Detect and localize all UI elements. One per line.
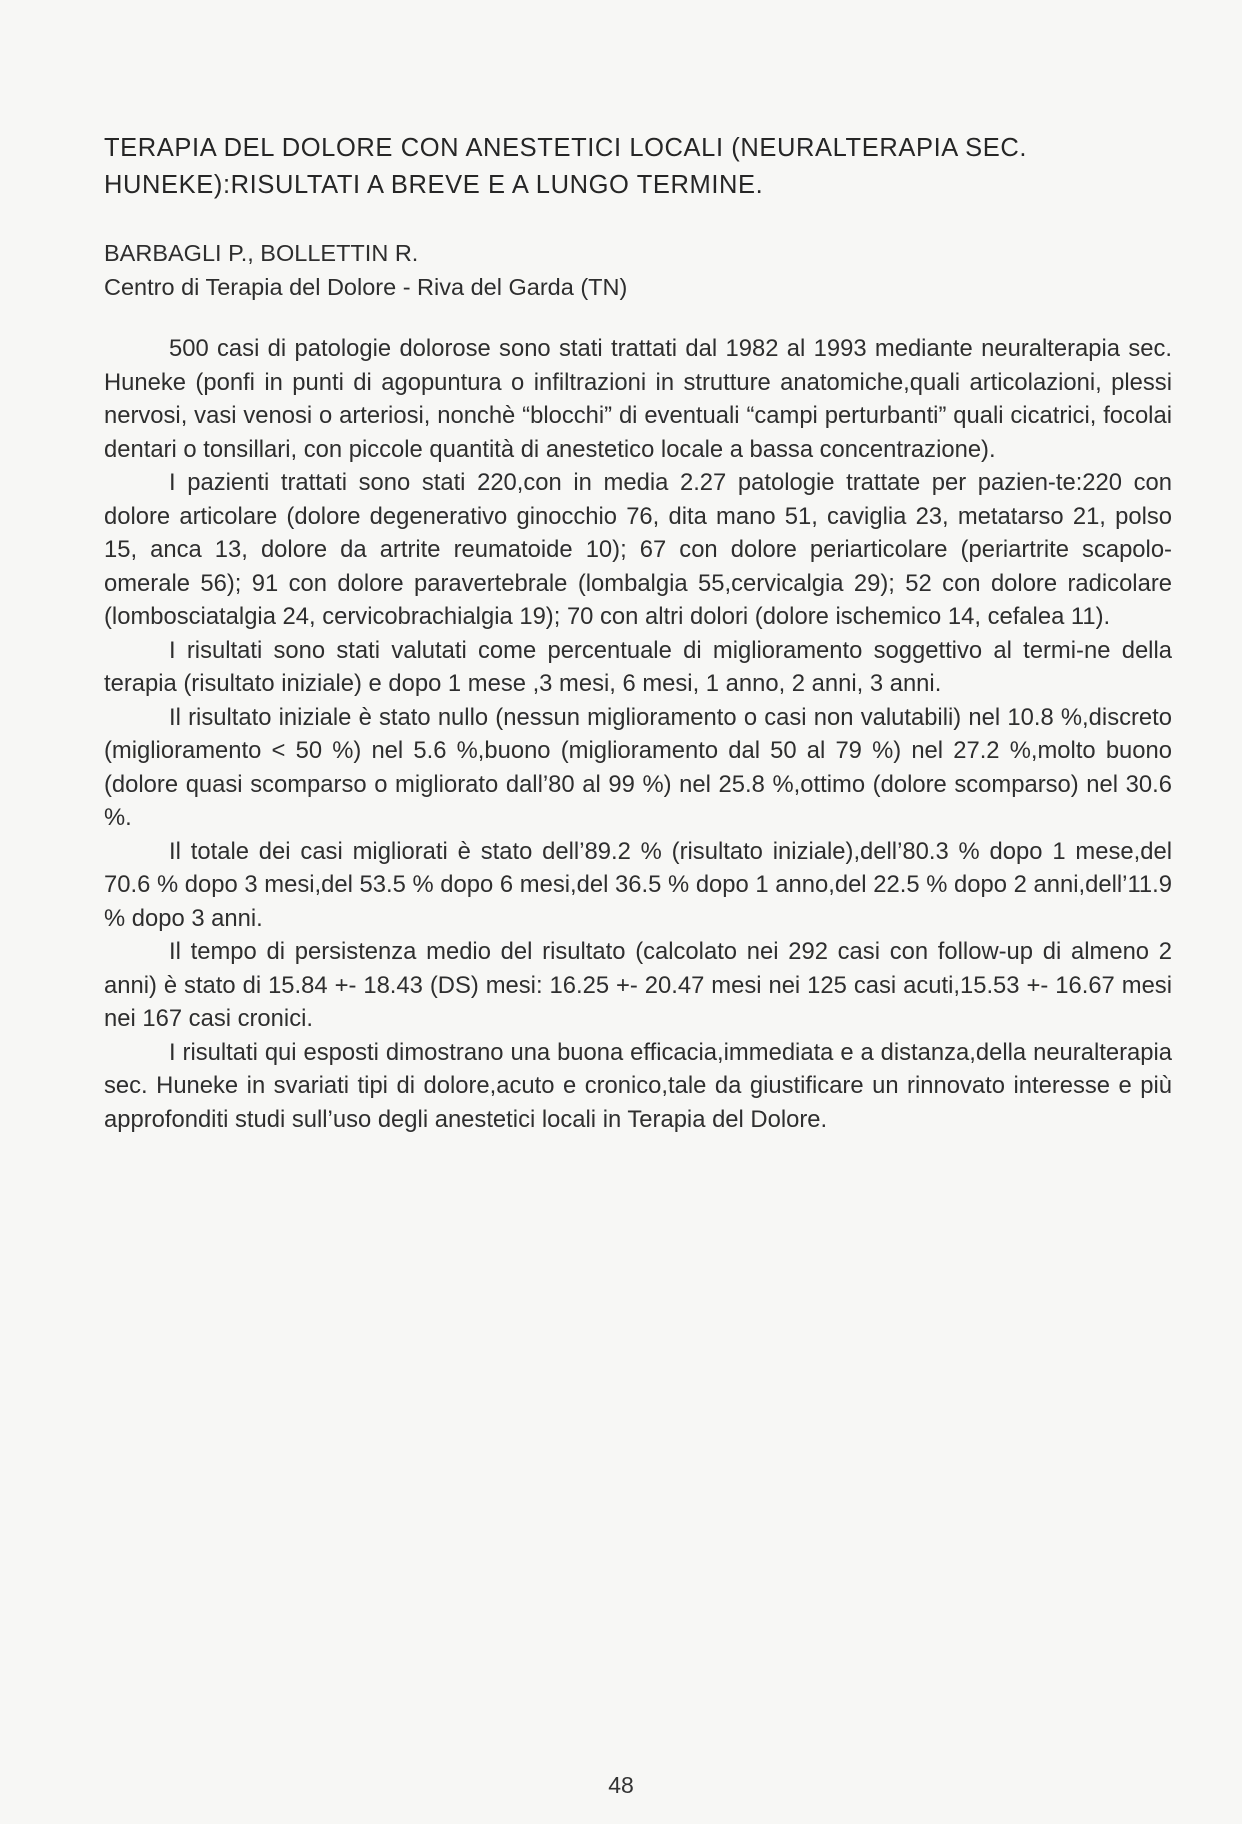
paragraph: I pazienti trattati sono stati 220,con in media 2.27 patologie trattate per pazien-te:220 con dolore articolare (dolore degenerativo ginocchio 76, dita mano 51, caviglia 23, metatarso 21, polso 15, anca 13, dolore da artrite reumatoide 10); 67 con dolore periarticolare (periartrite scapolo-omerale 56); 91 con dolore paravertebrale (lombalgia 55,cervicalgia 29); 52 con dolore radicolare (lombosciatalgia 24, cervicobrachialgia 19); 70 con altri dolori (dolore ischemico 14, cefalea 11). bbox=[104, 469, 1172, 630]
paragraph: I risultati qui esposti dimostrano una buona efficacia,immediata e a distanza,della neuralterapia sec. Huneke in svariati tipi di dolore,acuto e cronico,tale da giustificare un rinnovato interesse e più approfonditi studi sull’uso degli anestetici locali in Terapia del Dolore. bbox=[104, 1038, 1172, 1133]
author-block bbox=[104, 236, 627, 304]
article-title bbox=[104, 130, 1184, 204]
paragraph: 500 casi di patologie dolorose sono stati trattati dal 1982 al 1993 mediante neuralterapia sec. Huneke (ponfi in punti di agopuntura o infiltrazioni in strutture anatomiche,quali articolazioni, plessi nervosi, vasi venosi o arteriosi, nonchè “blocchi” di eventuali “campi perturbanti” quali cicatrici, focolai dentari o tonsillari, con piccole quantità di anestetico locale a bassa concentrazione). bbox=[104, 335, 1172, 463]
page-number: 48 bbox=[608, 1772, 634, 1798]
affiliation: Centro di Terapia del Dolore - Riva del Garda (TN) bbox=[104, 274, 628, 300]
abstract-body bbox=[104, 332, 1172, 1136]
article-title-line-2: HUNEKE):RISULTATI A BREVE E A LUNGO TERMINE. bbox=[104, 171, 764, 199]
paragraph: I risultati sono stati valutati come percentuale di miglioramento soggettivo al termi-ne della terapia (risultato iniziale) e dopo 1 mese ,3 mesi, 6 mesi, 1 anno, 2 anni, 3 anni. bbox=[104, 636, 1172, 697]
paragraph: Il tempo di persistenza medio del risultato (calcolato nei 292 casi con follow-up di almeno 2 anni) è stato di 15.84 +- 18.43 (DS) mesi: 16.25 +- 20.47 mesi nei 125 casi acuti,15.53 +- 16.67 mesi nei 167 casi cronici. bbox=[104, 938, 1172, 1032]
article-title-line-1: TERAPIA DEL DOLORE CON ANESTETICI LOCALI (NEURALTERAPIA SEC. bbox=[104, 134, 1028, 162]
authors: BARBAGLI P., BOLLETTIN R. bbox=[104, 240, 419, 266]
paragraph: Il risultato iniziale è stato nullo (nessun miglioramento o casi non valutabili) nel 10.8 %,discreto (miglioramento < 50 %) nel 5.6 %,buono (miglioramento dal 50 al 79 %) nel 27.2 %,molto buono (dolore quasi scomparso o migliorato dall’80 al 99 %) nel 25.8 %,ottimo (dolore scomparso) nel 30.6 %. bbox=[104, 703, 1172, 831]
paragraph: Il totale dei casi migliorati è stato dell’89.2 % (risultato iniziale),dell’80.3 % dopo 1 mese,del 70.6 % dopo 3 mesi,del 53.5 % dopo 6 mesi,del 36.5 % dopo 1 anno,del 22.5 % dopo 2 anni,dell’11.9 % dopo 3 anni. bbox=[104, 837, 1172, 932]
